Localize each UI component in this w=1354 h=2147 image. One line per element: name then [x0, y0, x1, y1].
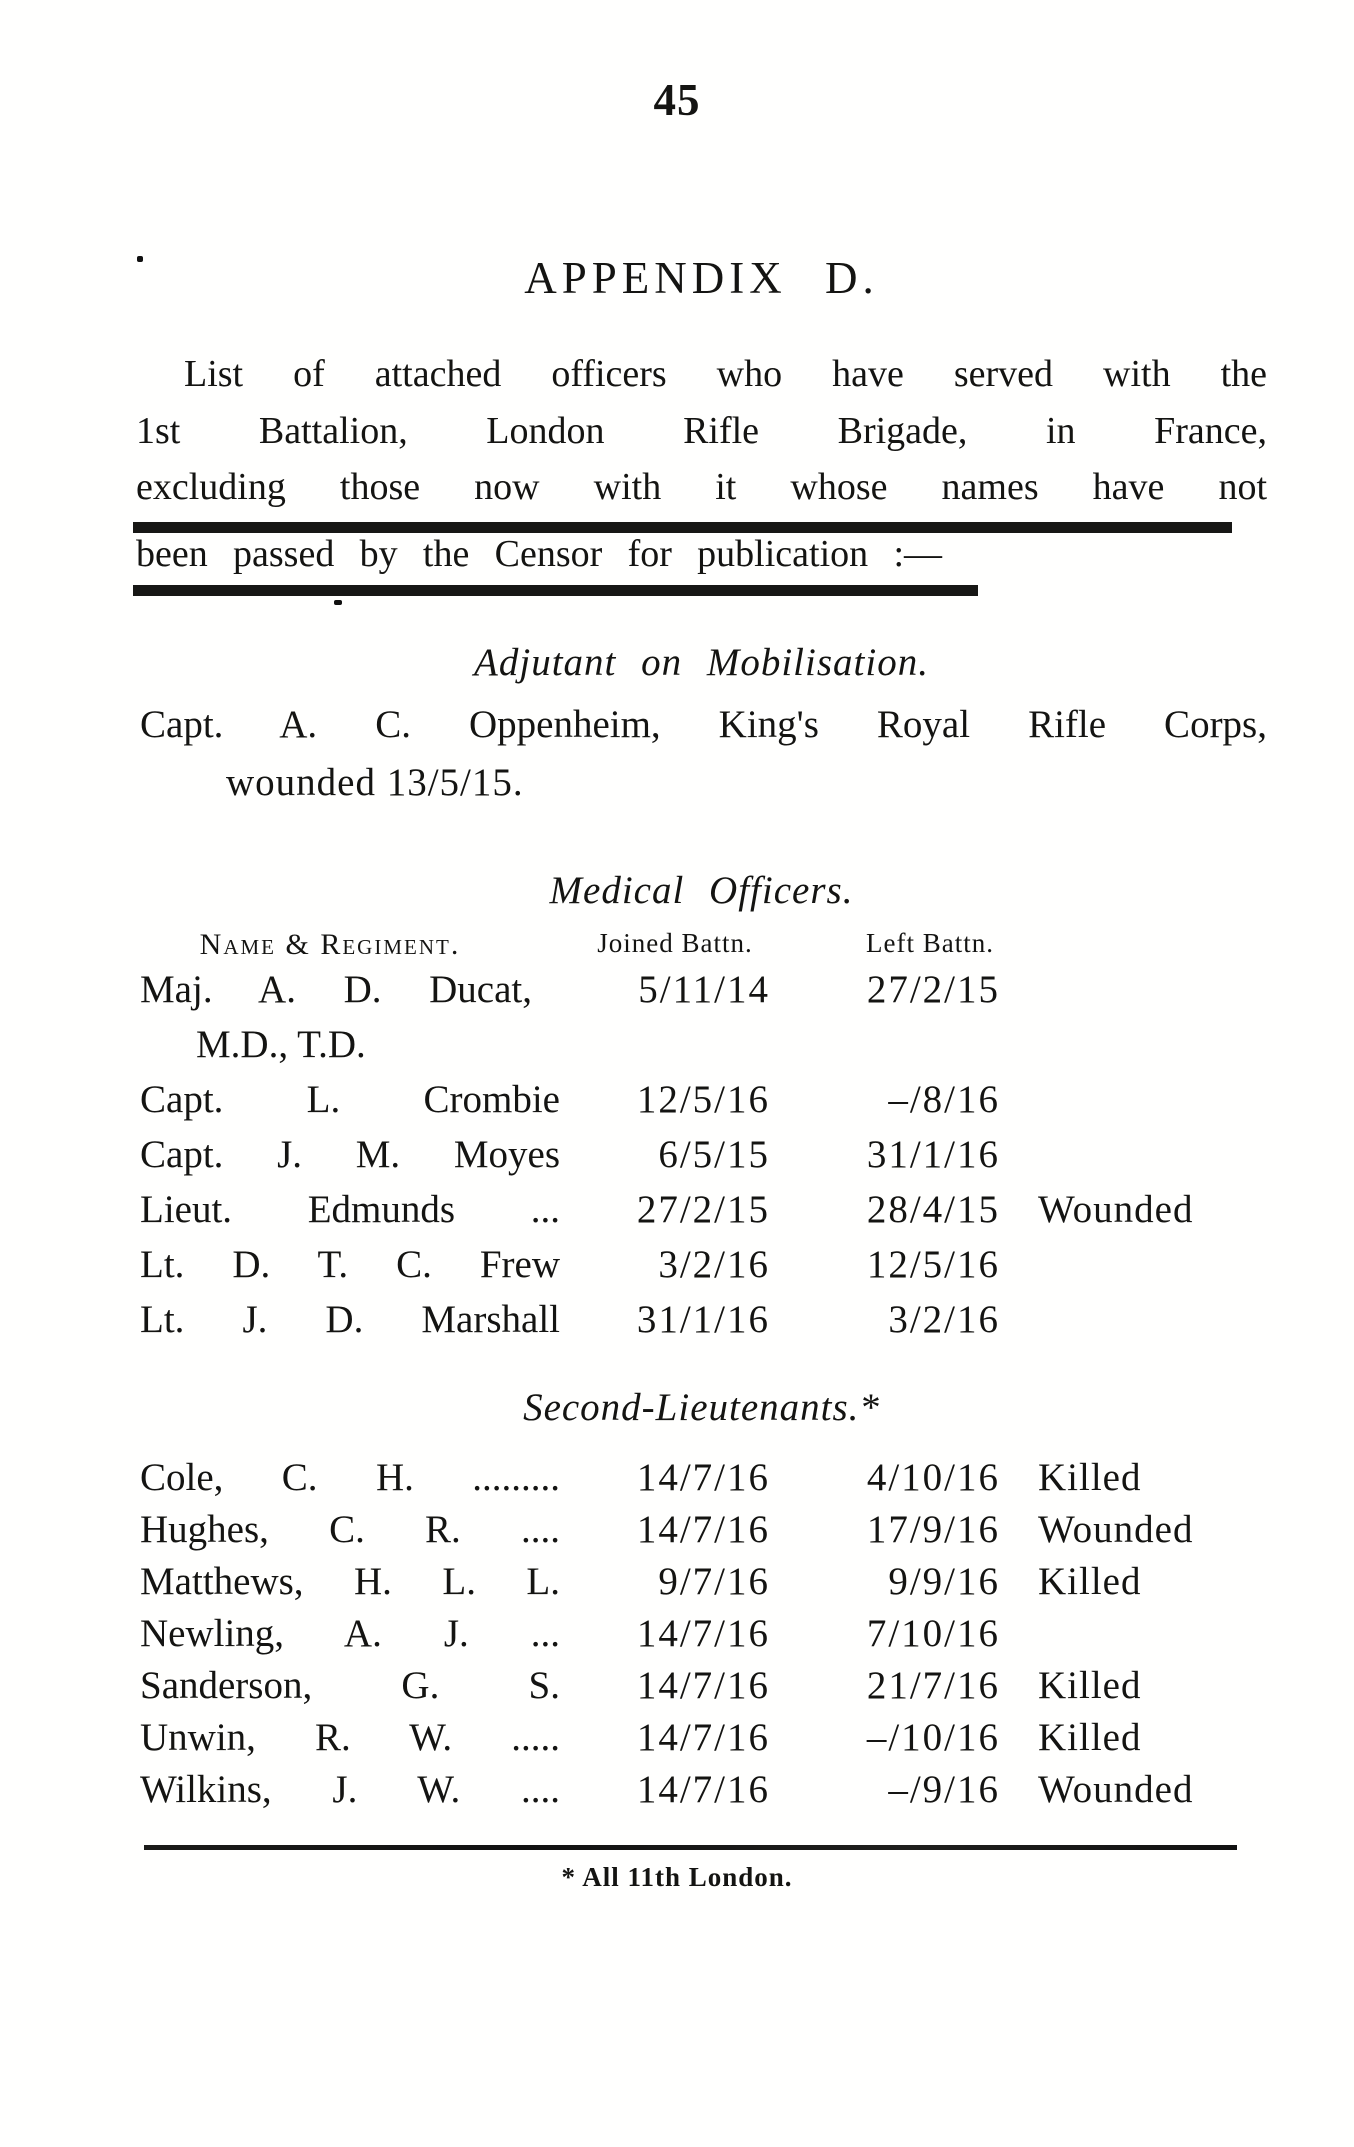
table-row — [0, 1452, 1354, 1504]
intro-line-2: 1st Battalion, London Rifle Brigade, in France, — [136, 410, 1267, 452]
joined-date: 27/2/15 — [636, 1188, 770, 1231]
footnote: * All 11th London. — [561, 1862, 793, 1892]
second-lieutenants-heading: Second-Lieutenants.* — [523, 1386, 880, 1429]
status — [1000, 1292, 1354, 1347]
appendix-title: APPENDIX D. — [524, 253, 879, 303]
left-date: 12/5/16 — [866, 1243, 1000, 1286]
table-row — [0, 1712, 1354, 1764]
left-date: 27/2/15 — [866, 968, 1000, 1011]
officer-name: Unwin, R. W. ..... — [140, 1716, 560, 1759]
second-lieutenants-table — [0, 1452, 1354, 1816]
intro-line-4: been passed by the Censor for publication :— — [136, 533, 942, 575]
intro-line-3: excluding those now with it whose names have not — [136, 466, 1267, 508]
officer-name: Capt. J. M. Moyes — [140, 1133, 560, 1176]
table-row — [0, 1072, 1354, 1127]
officer-name: Sanderson, G. S. — [140, 1664, 560, 1707]
column-header-left-battn: Left Battn. — [866, 928, 994, 958]
joined-date: 31/1/16 — [636, 1298, 770, 1341]
table-row — [0, 1660, 1354, 1712]
intro-line-1: List of attached officers who have served with the — [184, 353, 1267, 395]
joined-date: 3/2/16 — [658, 1243, 770, 1286]
left-date: 3/2/16 — [888, 1298, 1000, 1341]
adjutant-heading: Adjutant on Mobilisation. — [474, 641, 929, 684]
joined-date: 14/7/16 — [636, 1768, 770, 1811]
officer-name: Matthews, H. L. L. — [140, 1560, 560, 1603]
status — [1000, 1608, 1354, 1660]
table-row — [0, 1504, 1354, 1556]
status: Killed — [1038, 1456, 1142, 1499]
status: Killed — [1038, 1664, 1142, 1707]
status — [1000, 1237, 1354, 1292]
joined-date: 5/11/14 — [638, 968, 770, 1011]
left-date: 21/7/16 — [866, 1664, 1000, 1707]
table-row — [0, 1182, 1354, 1237]
officer-name: Lieut. Edmunds ... — [140, 1188, 560, 1231]
status — [1000, 1127, 1354, 1182]
medical-officers-table — [0, 962, 1354, 1347]
censor-rule-bottom — [133, 585, 978, 596]
adjutant-entry-line-1: Capt. A. C. Oppenheim, King's Royal Rifle Corps, — [140, 703, 1267, 746]
officer-name: Capt. L. Crombie — [140, 1078, 560, 1121]
table-row — [0, 1237, 1354, 1292]
officer-name: Newling, A. J. ... — [140, 1612, 560, 1655]
left-date: 28/4/15 — [866, 1188, 1000, 1231]
status — [1000, 962, 1354, 1072]
officer-name: Lt. J. D. Marshall — [140, 1298, 560, 1341]
medical-officers-heading: Medical Officers. — [549, 869, 854, 912]
left-date: 17/9/16 — [866, 1508, 1000, 1551]
officer-name: Hughes, C. R. .... — [140, 1508, 560, 1551]
joined-date: 14/7/16 — [636, 1664, 770, 1707]
left-date: 31/1/16 — [866, 1133, 1000, 1176]
table-row — [0, 1764, 1354, 1816]
status: Killed — [1038, 1560, 1142, 1603]
left-date: –/10/16 — [866, 1716, 1000, 1759]
table-row — [0, 962, 1354, 1072]
left-date: 9/9/16 — [888, 1560, 1000, 1603]
officer-name: Lt. D. T. C. Frew — [140, 1243, 560, 1286]
page-number: 45 — [653, 75, 701, 125]
joined-date: 9/7/16 — [658, 1560, 770, 1603]
status: Killed — [1038, 1716, 1142, 1759]
scan-speck — [137, 256, 143, 262]
scan-speck — [334, 600, 342, 605]
left-date: 7/10/16 — [866, 1612, 1000, 1655]
joined-date: 12/5/16 — [636, 1078, 770, 1121]
officer-name: Cole, C. H. ......... — [140, 1456, 560, 1499]
joined-date: 14/7/16 — [636, 1716, 770, 1759]
left-date: –/9/16 — [888, 1768, 1000, 1811]
joined-date: 14/7/16 — [636, 1508, 770, 1551]
adjutant-entry-line-2: wounded 13/5/15. — [226, 761, 524, 804]
officer-name: Wilkins, J. W. .... — [140, 1768, 560, 1811]
status: Wounded — [1038, 1508, 1194, 1551]
footnote-rule — [144, 1845, 1237, 1850]
column-header-joined-battn: Joined Battn. — [597, 928, 753, 958]
table-row — [0, 1292, 1354, 1347]
officer-name-line-2: M.D., T.D. — [196, 1023, 366, 1066]
joined-date: 14/7/16 — [636, 1612, 770, 1655]
table-row — [0, 1608, 1354, 1660]
column-header-name-regiment: Name & Regiment. — [199, 928, 461, 961]
status — [1000, 1072, 1354, 1127]
joined-date: 14/7/16 — [636, 1456, 770, 1499]
left-date: 4/10/16 — [866, 1456, 1000, 1499]
status: Wounded — [1038, 1768, 1194, 1811]
table-row — [0, 1127, 1354, 1182]
joined-date: 6/5/15 — [658, 1133, 770, 1176]
status: Wounded — [1038, 1188, 1194, 1231]
officer-name: Maj. A. D. Ducat, M.D., T.D. — [140, 962, 595, 1072]
table-row — [0, 1556, 1354, 1608]
left-date: –/8/16 — [888, 1078, 1000, 1121]
